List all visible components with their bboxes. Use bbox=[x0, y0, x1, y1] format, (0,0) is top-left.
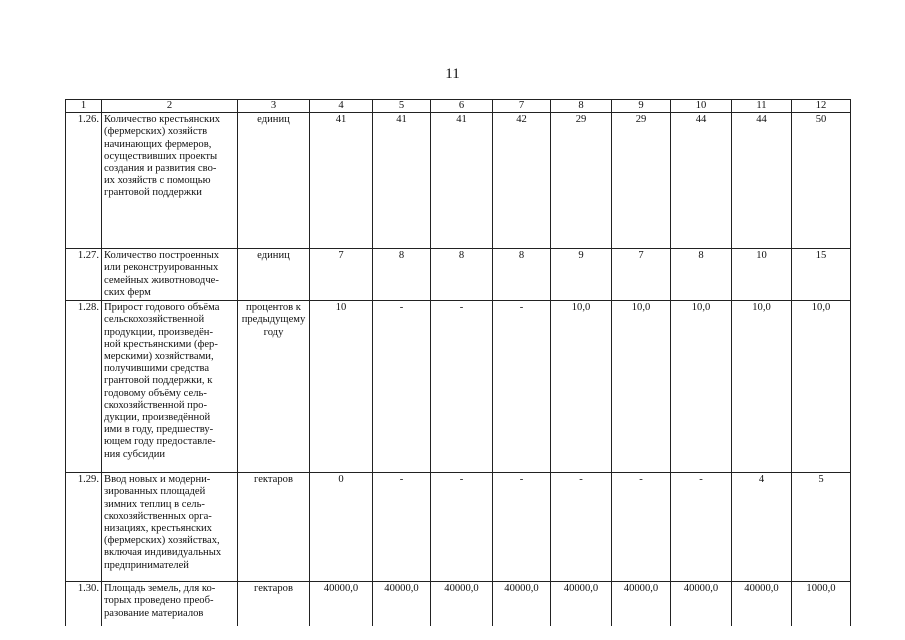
unit-cell bbox=[238, 249, 310, 301]
indicator-name bbox=[102, 301, 238, 473]
value-cell: - bbox=[612, 473, 671, 582]
value-cell: 15 bbox=[792, 249, 851, 301]
value-cell: 50 bbox=[792, 113, 851, 249]
value-cell: 41 bbox=[431, 113, 493, 249]
value-cell: 40000,0 bbox=[671, 582, 732, 626]
indicator-name-line: мерскими) хозяйствами, bbox=[104, 351, 214, 363]
table-body bbox=[66, 100, 851, 626]
indicator-name-line: годовому объёму сель- bbox=[104, 387, 207, 399]
header-cell: 1 bbox=[66, 100, 102, 113]
header-cell: 7 bbox=[493, 100, 551, 113]
unit-line: году bbox=[263, 326, 284, 338]
table-row bbox=[66, 473, 851, 582]
value-cell: 10 bbox=[732, 249, 792, 301]
indicator-name-line: скохозяйственной про- bbox=[104, 399, 207, 411]
row-number: 1.30. bbox=[66, 582, 102, 626]
indicator-name-line: низациях, крестьянских bbox=[104, 523, 212, 535]
value-cell: - bbox=[493, 473, 551, 582]
indicator-name-line: продукции, произведён- bbox=[104, 326, 214, 338]
indicator-name-line: грантовой поддержки, к bbox=[104, 375, 213, 387]
value-cell: 5 bbox=[792, 473, 851, 582]
value-cell: - bbox=[373, 473, 431, 582]
value-cell: 44 bbox=[671, 113, 732, 249]
value-cell: 40000,0 bbox=[493, 582, 551, 626]
unit-cell bbox=[238, 473, 310, 582]
unit-line: гектаров bbox=[254, 583, 293, 595]
unit-cell bbox=[238, 582, 310, 626]
value-cell: 1000,0 bbox=[792, 582, 851, 626]
header-cell: 10 bbox=[671, 100, 732, 113]
indicator-name-line: сельскохозяйственной bbox=[104, 314, 205, 326]
unit-line: процентов к bbox=[246, 302, 301, 314]
table-row bbox=[66, 113, 851, 249]
indicator-name-line: получившими средства bbox=[104, 363, 210, 375]
table-row bbox=[66, 249, 851, 301]
value-cell: - bbox=[431, 473, 493, 582]
value-cell: 7 bbox=[310, 249, 373, 301]
value-cell: 40000,0 bbox=[310, 582, 373, 626]
indicator-name-line: их хозяйств с помощью bbox=[104, 175, 211, 187]
header-cell: 5 bbox=[373, 100, 431, 113]
indicator-name-line: разование материалов bbox=[104, 607, 204, 619]
indicator-name bbox=[102, 582, 238, 626]
indicator-name-line: предпринимателей bbox=[104, 559, 189, 571]
indicator-name-line: скохозяйственных орга- bbox=[104, 510, 212, 522]
header-cell: 6 bbox=[431, 100, 493, 113]
indicator-name-line: начинающих фермеров, bbox=[104, 138, 212, 150]
header-cell: 3 bbox=[238, 100, 310, 113]
header-cell: 9 bbox=[612, 100, 671, 113]
value-cell: 10,0 bbox=[732, 301, 792, 473]
unit-line: предыдущему bbox=[241, 314, 306, 326]
value-cell: 44 bbox=[732, 113, 792, 249]
unit-line: единиц bbox=[257, 250, 290, 262]
indicators-table bbox=[65, 99, 851, 626]
value-cell: 4 bbox=[732, 473, 792, 582]
indicator-name-line: Количество построенных bbox=[104, 250, 220, 262]
value-cell: 8 bbox=[373, 249, 431, 301]
indicator-name-line: Площадь земель, для ко- bbox=[104, 583, 216, 595]
indicator-name-line: (фермерских) хозяйств bbox=[104, 126, 208, 138]
value-cell: 9 bbox=[551, 249, 612, 301]
indicator-name-line: Прирост годового объёма bbox=[104, 302, 220, 314]
indicator-name-line: ющем году предоставле- bbox=[104, 436, 216, 448]
indicator-name-line: Количество крестьянских bbox=[104, 114, 221, 126]
value-cell: - bbox=[431, 301, 493, 473]
value-cell: 0 bbox=[310, 473, 373, 582]
unit-cell bbox=[238, 113, 310, 249]
indicator-name-line: или реконструированных bbox=[104, 262, 219, 274]
indicator-name-line: торых проведено преоб- bbox=[104, 595, 214, 607]
header-cell: 4 bbox=[310, 100, 373, 113]
table-row bbox=[66, 582, 851, 626]
unit-line: гектаров bbox=[254, 474, 293, 486]
value-cell: 40000,0 bbox=[732, 582, 792, 626]
page-number: 11 bbox=[445, 66, 460, 82]
indicator-name bbox=[102, 249, 238, 301]
value-cell: 40000,0 bbox=[612, 582, 671, 626]
indicator-name-line: ния субсидии bbox=[104, 448, 166, 460]
row-number: 1.26. bbox=[66, 113, 102, 249]
unit-line: единиц bbox=[257, 114, 290, 126]
row-number: 1.28. bbox=[66, 301, 102, 473]
indicator-name-line: ими в году, предшеству- bbox=[104, 424, 214, 436]
indicator-name-line: создания и развития сво- bbox=[104, 163, 217, 175]
value-cell: 10,0 bbox=[551, 301, 612, 473]
value-cell: 10,0 bbox=[671, 301, 732, 473]
row-number: 1.29. bbox=[66, 473, 102, 582]
indicator-name bbox=[102, 113, 238, 249]
indicator-name-line: ских ферм bbox=[104, 286, 151, 298]
indicator-name-line: зимних теплиц в сель- bbox=[104, 498, 205, 510]
indicator-name-line: зированных площадей bbox=[104, 486, 206, 498]
value-cell: 42 bbox=[493, 113, 551, 249]
table-row bbox=[66, 301, 851, 473]
value-cell: 29 bbox=[612, 113, 671, 249]
value-cell: 8 bbox=[671, 249, 732, 301]
value-cell: 40000,0 bbox=[431, 582, 493, 626]
header-cell: 12 bbox=[792, 100, 851, 113]
indicator-name-line: Ввод новых и модерни- bbox=[104, 474, 211, 486]
indicator-name bbox=[102, 473, 238, 582]
indicator-name-line: осуществивших проекты bbox=[104, 150, 218, 162]
header-row bbox=[66, 100, 851, 113]
indicator-name-line: включая индивидуальных bbox=[104, 547, 222, 559]
value-cell: 8 bbox=[431, 249, 493, 301]
value-cell: - bbox=[493, 301, 551, 473]
value-cell: 40000,0 bbox=[373, 582, 431, 626]
header-cell: 11 bbox=[732, 100, 792, 113]
value-cell: - bbox=[551, 473, 612, 582]
value-cell: 10 bbox=[310, 301, 373, 473]
value-cell: - bbox=[671, 473, 732, 582]
indicator-name-line: (фермерских) хозяйствах, bbox=[104, 535, 220, 547]
value-cell: 41 bbox=[373, 113, 431, 249]
header-cell: 2 bbox=[102, 100, 238, 113]
value-cell: 41 bbox=[310, 113, 373, 249]
indicator-name-line: дукции, произведённой bbox=[104, 412, 211, 424]
indicator-name-line: ной крестьянскими (фер- bbox=[104, 338, 218, 350]
value-cell: - bbox=[373, 301, 431, 473]
indicator-name-line: грантовой поддержки bbox=[104, 187, 202, 199]
value-cell: 7 bbox=[612, 249, 671, 301]
value-cell: 10,0 bbox=[612, 301, 671, 473]
indicator-name-line: семейных животноводче- bbox=[104, 274, 219, 286]
value-cell: 10,0 bbox=[792, 301, 851, 473]
unit-cell bbox=[238, 301, 310, 473]
header-cell: 8 bbox=[551, 100, 612, 113]
value-cell: 29 bbox=[551, 113, 612, 249]
row-number: 1.27. bbox=[66, 249, 102, 301]
value-cell: 40000,0 bbox=[551, 582, 612, 626]
value-cell: 8 bbox=[493, 249, 551, 301]
